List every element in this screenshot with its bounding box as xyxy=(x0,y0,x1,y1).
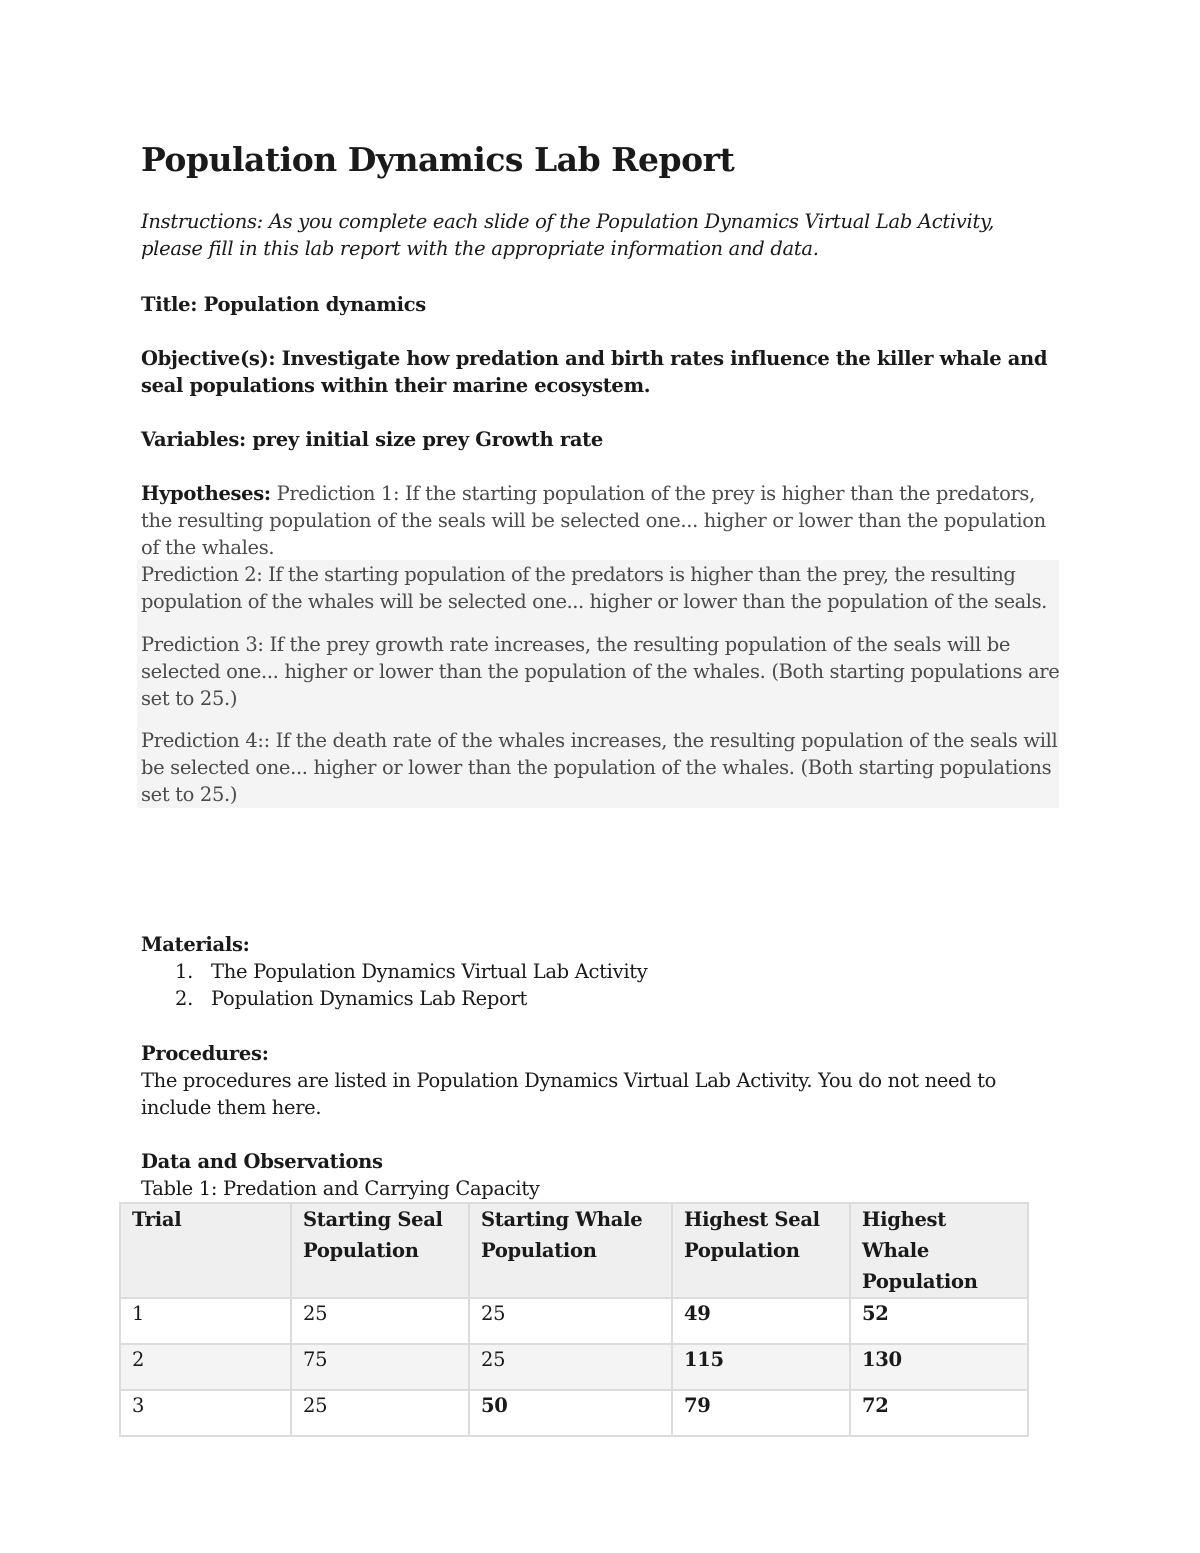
table-cell: 3 xyxy=(120,1390,291,1436)
column-header: Starting Whale Population xyxy=(469,1203,672,1298)
column-header: Trial xyxy=(120,1203,291,1298)
table-caption: Table 1: Predation and Carrying Capacity xyxy=(141,1177,540,1200)
table-cell: 1 xyxy=(120,1298,291,1344)
prediction-2-text: Prediction 2: If the starting population of the predators is higher than the prey, the resulting population of the whales will be selected one... higher or lower than the population of the seals. xyxy=(141,563,1047,613)
prediction-4-text: Prediction 4:: If the death rate of the whales increases, the resulting population of the seals will be selected one... higher or lower than the population of the whales. (Both starting populations set to 25.) xyxy=(141,729,1058,806)
list-item-text: The Population Dynamics Virtual Lab Activity xyxy=(211,960,648,983)
table-cell: 115 xyxy=(672,1344,850,1390)
table-cell: 25 xyxy=(469,1344,672,1390)
column-header: Starting Seal Population xyxy=(291,1203,469,1298)
column-header: Highest Seal Population xyxy=(672,1203,850,1298)
materials-list xyxy=(141,958,648,1012)
instructions-text: Instructions: As you complete each slide of the Population Dynamics Virtual Lab Activity, please fill in this lab report with the appropriate information and data. xyxy=(141,210,995,260)
materials-list-item xyxy=(141,958,648,985)
table-row xyxy=(120,1390,1028,1436)
table-cell: 2 xyxy=(120,1344,291,1390)
table-cell: 75 xyxy=(291,1344,469,1390)
table-cell: 72 xyxy=(850,1390,1028,1436)
data-observations-heading: Data and Observations xyxy=(141,1150,383,1173)
hypotheses-label: Hypotheses: xyxy=(141,482,271,505)
table-cell: 25 xyxy=(469,1298,672,1344)
table-cell: 50 xyxy=(469,1390,672,1436)
table-row xyxy=(120,1344,1028,1390)
table-cell: 130 xyxy=(850,1344,1028,1390)
materials-heading: Materials: xyxy=(141,933,250,956)
table-row xyxy=(120,1298,1028,1344)
prediction-3-text: Prediction 3: If the prey growth rate increases, the resulting population of the seals will be selected one... higher or lower than the population of the whales. (Both starting populations are set to 25.) xyxy=(141,633,1060,710)
procedures-text: The procedures are listed in Population Dynamics Virtual Lab Activity. You do not need to include them here. xyxy=(141,1069,997,1119)
table-cell: 52 xyxy=(850,1298,1028,1344)
objective-text: Objective(s): Investigate how predation and birth rates influence the killer whale and seal populations within their marine ecosystem. xyxy=(141,347,1048,397)
table-cell: 25 xyxy=(291,1298,469,1344)
variables-text: Variables: prey initial size prey Growth rate xyxy=(141,428,603,451)
materials-list-item xyxy=(141,985,648,1012)
list-number: 1. xyxy=(175,960,194,983)
table-cell: 25 xyxy=(291,1390,469,1436)
procedures-heading: Procedures: xyxy=(141,1042,269,1065)
hypothesis-prediction-1 xyxy=(141,480,1066,561)
data-table xyxy=(119,1202,1029,1437)
title-field: Title: Population dynamics xyxy=(141,293,426,316)
table-header-row xyxy=(120,1203,1028,1298)
table-cell: 79 xyxy=(672,1390,850,1436)
document-title: Population Dynamics Lab Report xyxy=(141,140,735,179)
table-cell: 49 xyxy=(672,1298,850,1344)
prediction-1-text: Prediction 1: If the starting population of the prey is higher than the predators, the resulting population of the seals will be selected one... higher or lower than the population of the whales. xyxy=(141,482,1046,559)
list-number: 2. xyxy=(175,987,194,1010)
list-item-text: Population Dynamics Lab Report xyxy=(211,987,528,1010)
column-header: Highest Whale Population xyxy=(850,1203,1028,1298)
